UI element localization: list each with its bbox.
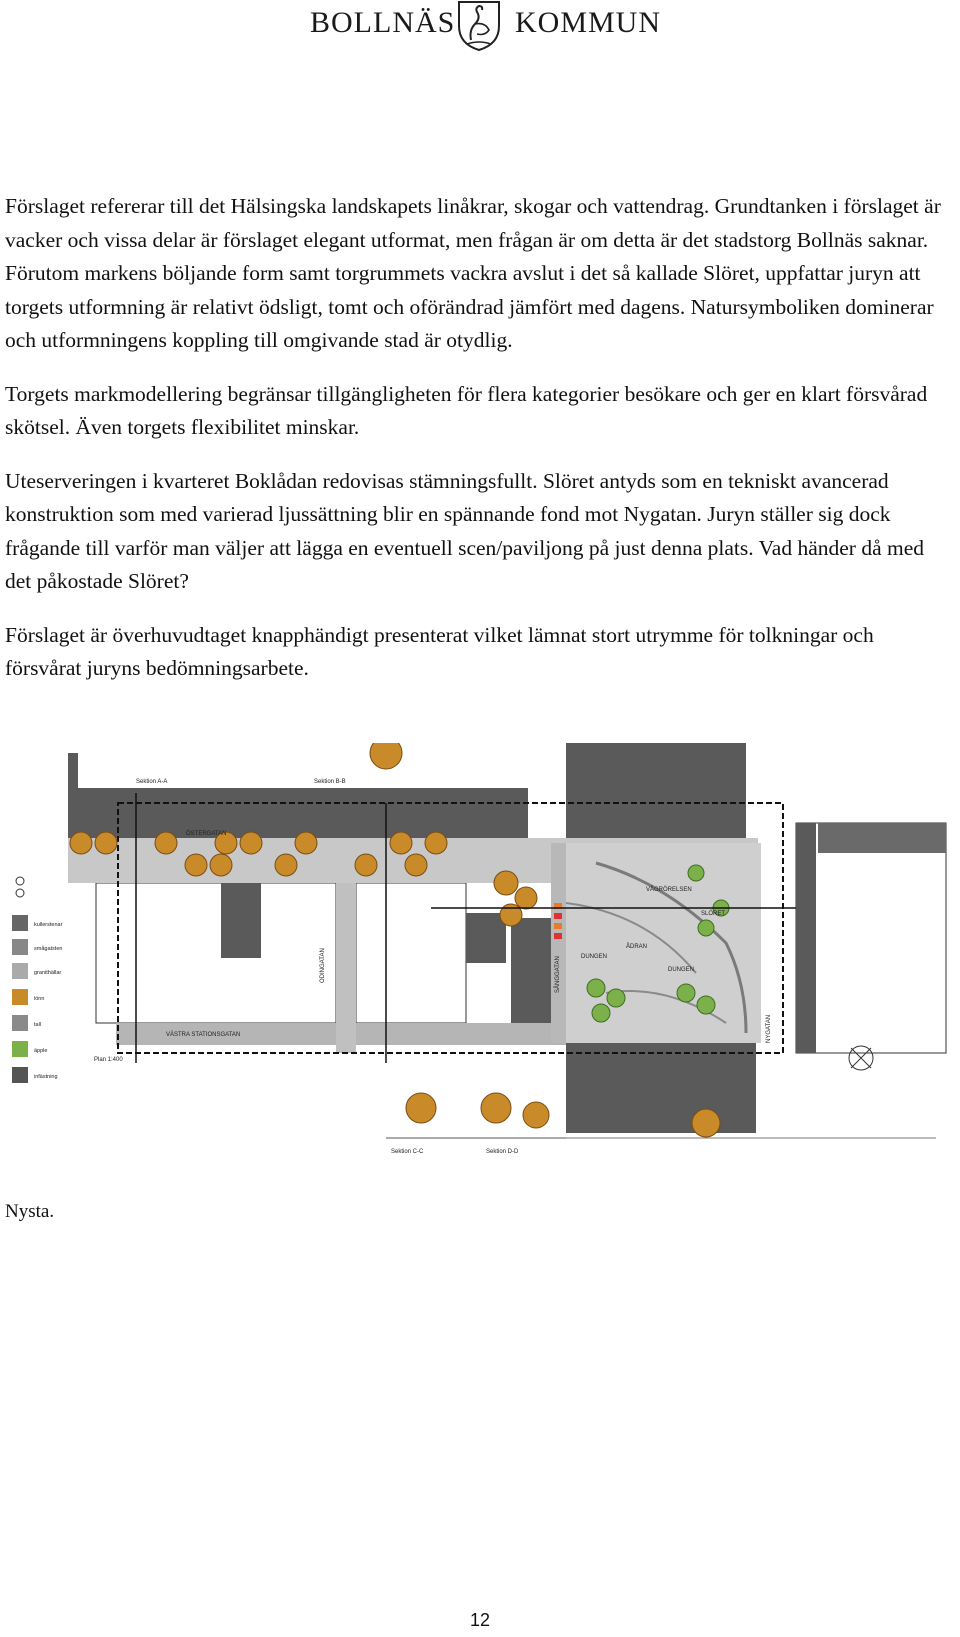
tree-mark [698, 920, 714, 936]
street-band [336, 883, 356, 1053]
tree-mark [295, 832, 317, 854]
building-block [796, 823, 816, 1053]
logo-text-right: KOMMUN [515, 6, 662, 39]
legend-label: kullerstenar [34, 922, 63, 928]
area-label: DUNGEN [668, 967, 695, 973]
paragraph: Förslaget refererar till det Hälsingska landskapets linåkrar, skogar och vattendrag. Grundtanken i förslaget är vacker och vissa delar är förslaget elegant utformat, men frågan är om detta är det stadstorg Bollnäs saknar. Förutom markens böljande form samt torgrummets vackra avslut i det så kallade Slöret, uppfattar juryn att torgets utformning är relativt ödsligt, tomt och oförändrad jämfört med dagens. Natursymboliken dominerar och utformningens koppling till omgivande stad är otydlig. [5, 194, 941, 352]
street-label: NYGATAN [766, 1014, 772, 1043]
building-block [566, 743, 746, 843]
page-header [0, 0, 960, 60]
crane-crest-icon [455, 0, 503, 52]
paragraph: Torgets markmodellering begränsar tillgängligheten för flera kategorier besökare och ger en klart försvårad skötsel. Även torgets flexibilitet minskar. [5, 381, 928, 439]
tree-mark [95, 832, 117, 854]
building-block [68, 788, 528, 838]
street-band [551, 843, 566, 1043]
section-label: Sektion D-D [486, 1149, 519, 1155]
building-block [466, 913, 506, 963]
tree-mark [355, 854, 377, 876]
tree-mark [697, 996, 715, 1014]
building-block [818, 823, 946, 853]
tree-mark [515, 887, 537, 909]
legend-label: äpple [34, 1048, 48, 1054]
legend-label: tall [34, 1022, 42, 1028]
legend-label: smågatsten [34, 946, 63, 952]
tree-mark [240, 832, 262, 854]
tree-mark [406, 1093, 436, 1123]
street-label: ODINGATAN [320, 948, 326, 983]
tree-mark [155, 832, 177, 854]
paragraph: Förslaget är överhuvudtaget knapphändigt presenterat vilket lämnat stort utrymme för tolkningar och försvårat juryns bedömningsarbete. [5, 622, 874, 680]
scale-label: Plan 1:400 [94, 1057, 123, 1063]
area-label: VÅGRÖRELSEN [646, 887, 692, 893]
area-label: SLÖRET [701, 911, 726, 917]
figure-caption: Nysta. [5, 1201, 55, 1222]
tree-mark [607, 989, 625, 1007]
building-block [511, 918, 551, 1028]
section-label: Sektion C-C [391, 1149, 424, 1155]
tree-mark [370, 743, 402, 769]
tree-mark [405, 854, 427, 876]
legend-label: lönn [34, 996, 45, 1002]
tree-mark [210, 854, 232, 876]
tree-mark [275, 854, 297, 876]
logo-text-left: BOLLNÄS [310, 6, 456, 39]
building-block [68, 753, 78, 838]
section-label: Sektion B-B [314, 779, 346, 785]
body-text [5, 190, 945, 706]
site-plan-drawing [6, 743, 956, 1175]
tree-mark [494, 871, 518, 895]
tree-mark [425, 832, 447, 854]
tree-mark [688, 865, 704, 881]
tree-mark [70, 832, 92, 854]
tree-mark [692, 1109, 720, 1137]
building-block [356, 883, 466, 1023]
tree-mark [592, 1004, 610, 1022]
area-label: ÅDRAN [626, 944, 648, 950]
paragraph: Uteserveringen i kvarteret Boklådan redovisas stämningsfullt. Slöret antyds som en tekniskt avancerad konstruktion som med varierad ljussättning blir en spännande fond mot Nygatan. Juryn ställer sig dock frågande till varför man väljer att lägga en eventuell scen/paviljong på just denna plats. Vad händer då med det påkostade Slöret? [5, 468, 924, 593]
tree-mark [185, 854, 207, 876]
tree-mark [523, 1102, 549, 1128]
page-number: 12 [469, 1610, 491, 1630]
tree-mark [481, 1093, 511, 1123]
building-block [221, 883, 261, 958]
building-block [96, 883, 336, 1023]
legend-label: granithällar [34, 970, 62, 976]
legend-label: infästning [34, 1074, 58, 1080]
street-label: ÖSTERGATAN [186, 831, 227, 837]
street-label: SÅNGGATAN [555, 956, 561, 993]
street-label: VÄSTRA STATIONSGATAN [166, 1032, 241, 1038]
section-label: Sektion A-A [136, 779, 168, 785]
building-block [566, 1043, 756, 1133]
tree-mark [677, 984, 695, 1002]
tree-mark [587, 979, 605, 997]
tree-mark [390, 832, 412, 854]
building-block [796, 823, 946, 1053]
area-label: DUNGEN [581, 954, 608, 960]
